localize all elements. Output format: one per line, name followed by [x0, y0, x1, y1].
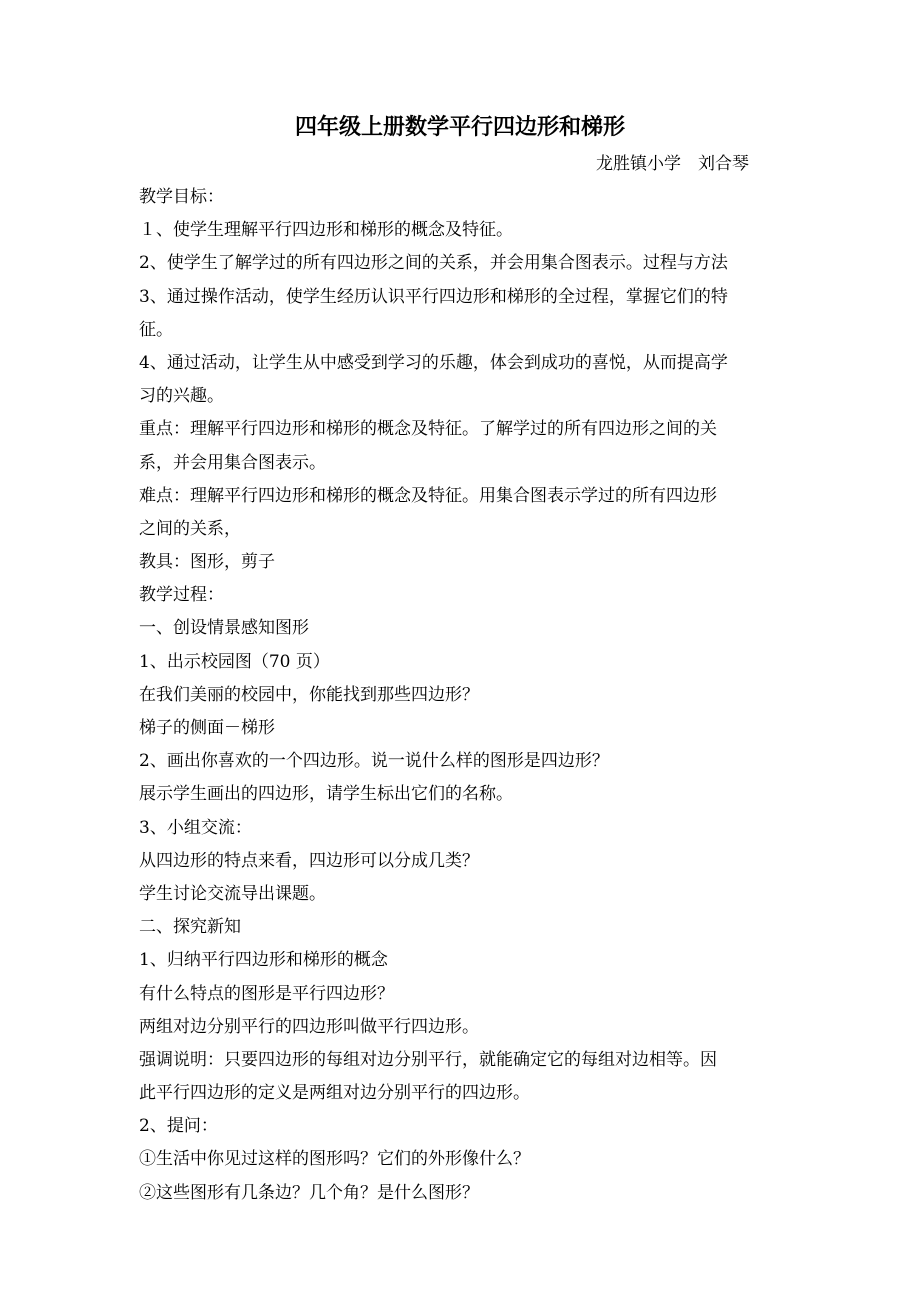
text-line: 两组对边分别平行的四边形叫做平行四边形。	[139, 1016, 479, 1037]
document-title: 四年级上册数学平行四边形和梯形	[294, 114, 625, 140]
text-line: 征。	[139, 319, 173, 340]
text-line: 3、通过操作活动，使学生经历认识平行四边形和梯形的全过程，掌握它们的特	[139, 286, 728, 307]
text-line: 教学过程：	[139, 585, 224, 606]
text-line: 教具：图形，剪子	[139, 552, 275, 573]
text-line: １、使学生理解平行四边形和梯形的概念及特征。	[139, 220, 513, 241]
text-line: 强调说明：只要四边形的每组对边分别平行，就能确定它的每组对边相等。因	[139, 1049, 717, 1070]
text-line: 有什么特点的图形是平行四边形？	[139, 983, 394, 1004]
text-line: 从四边形的特点来看，四边形可以分成几类？	[139, 850, 479, 871]
text-line: 二、探究新知	[139, 917, 241, 938]
document-body	[139, 181, 781, 1210]
text-line: 教学目标：	[139, 187, 224, 207]
text-line: 2、使学生了解学过的所有四边形之间的关系，并会用集合图表示。过程与方法	[139, 253, 728, 274]
text-line: 之间的关系，	[139, 518, 241, 539]
text-line: 学生讨论交流导出课题。	[139, 883, 326, 904]
text-line: 系，并会用集合图表示。	[139, 452, 326, 473]
document-author: 龙胜镇小学 刘合琴	[596, 154, 749, 174]
text-line: 1、出示校园图（70 页）	[139, 651, 330, 672]
text-line: 习的兴趣。	[139, 386, 224, 407]
text-line: 此平行四边形的定义是两组对边分别平行的四边形。	[139, 1083, 530, 1104]
text-line: 在我们美丽的校园中，你能找到那些四边形？	[139, 684, 479, 705]
text-line: 难点：理解平行四边形和梯形的概念及特征。用集合图表示学过的所有四边形	[139, 485, 717, 506]
text-line: 重点：理解平行四边形和梯形的概念及特征。了解学过的所有四边形之间的关	[139, 419, 717, 440]
text-line: 4、通过活动，让学生从中感受到学习的乐趣，体会到成功的喜悦，从而提高学	[139, 352, 728, 373]
text-line: 1、归纳平行四边形和梯形的概念	[139, 950, 388, 971]
text-line: 梯子的侧面－梯形	[139, 718, 275, 738]
text-line: 3、小组交流：	[139, 817, 252, 838]
text-line: ①生活中你见过这样的图形吗？它们的外形像什么？	[139, 1149, 530, 1170]
text-line: 一、创设情景感知图形	[139, 618, 309, 639]
text-line: ②这些图形有几条边？几个角？是什么图形？	[139, 1182, 479, 1203]
text-line: 2、画出你喜欢的一个四边形。说一说什么样的图形是四边形？	[139, 751, 609, 772]
text-line: 展示学生画出的四边形，请学生标出它们的名称。	[139, 784, 513, 805]
text-line: 2、提问：	[139, 1116, 218, 1137]
